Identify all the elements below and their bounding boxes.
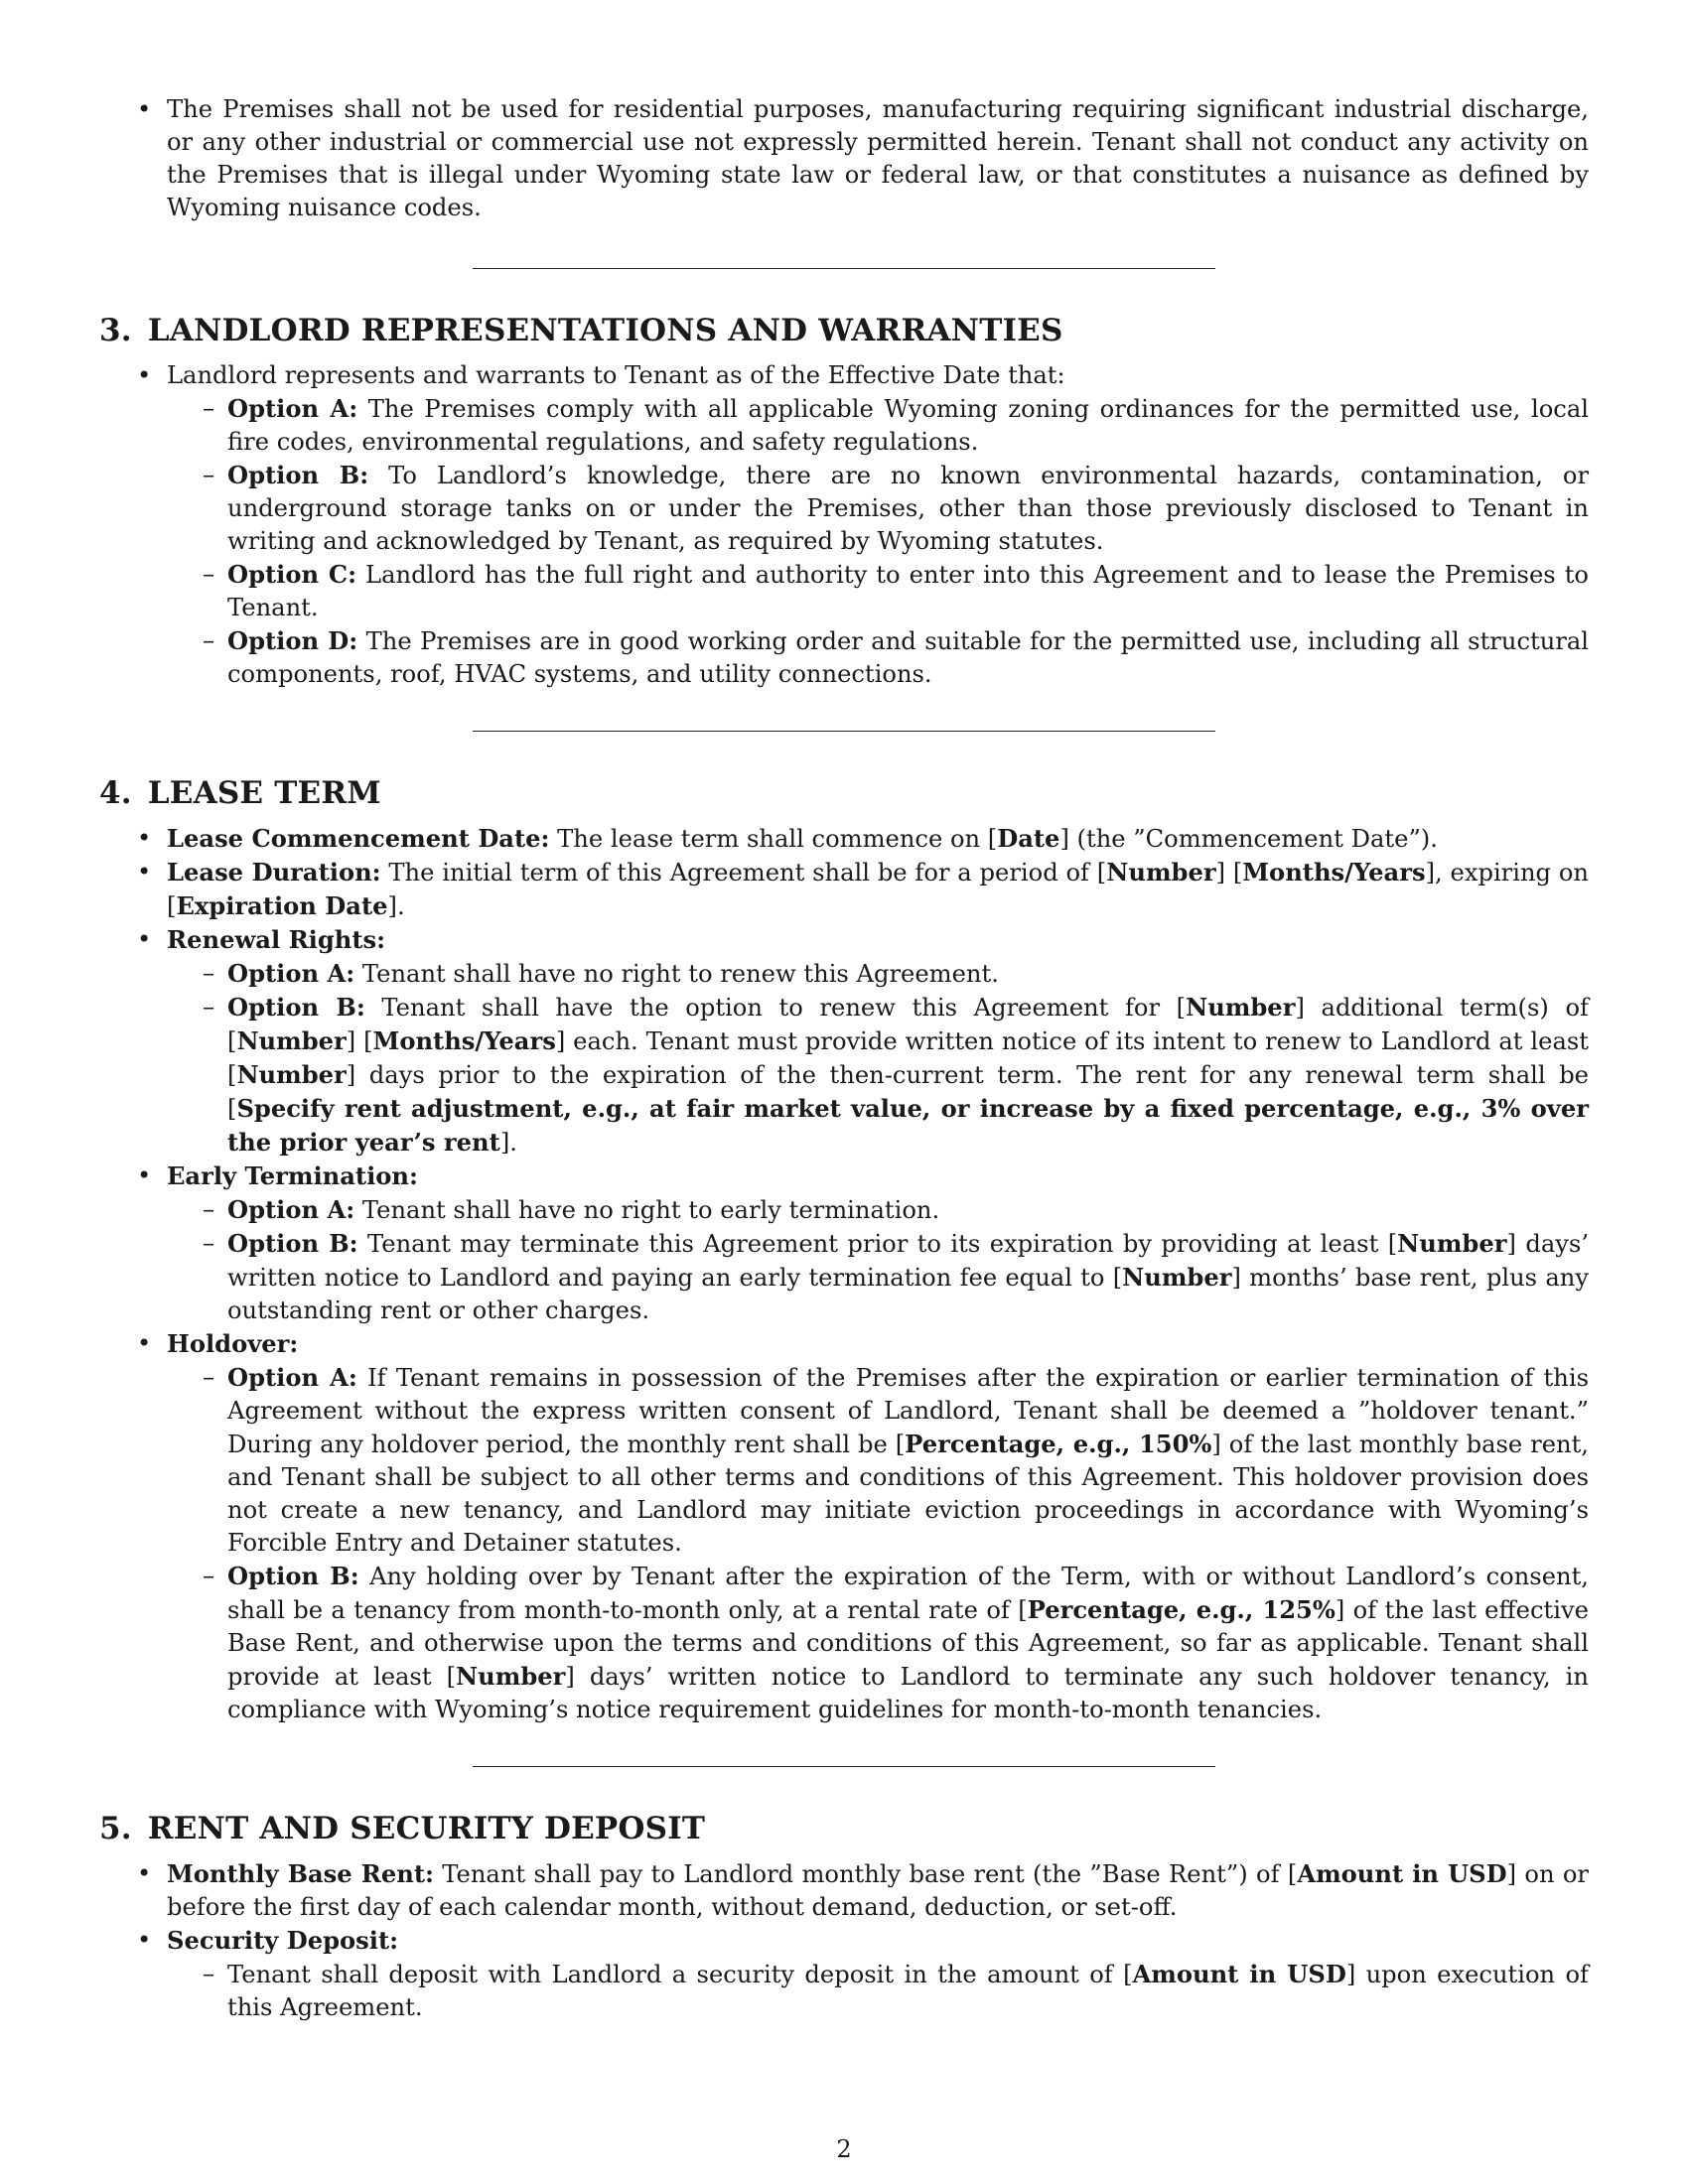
warranty-option-b bbox=[167, 459, 1589, 558]
text-run: ] days prior to the expiration of the then-current term. The rent for any renewal term shall be [ bbox=[227, 1061, 1589, 1123]
page-number: 2 bbox=[836, 2135, 852, 2163]
text-run: ] months’ base rent, plus any outstanding rent or other charges. bbox=[227, 1264, 1589, 1324]
text-run: ] days’ written notice to Landlord and paying an early termination fee equal to [ bbox=[227, 1230, 1590, 1292]
section-4-number: 4. bbox=[99, 775, 132, 811]
option-label: Option D: bbox=[227, 626, 358, 655]
placeholder-field: Amount in USD bbox=[1297, 1859, 1507, 1888]
text-run: ] [ bbox=[1215, 859, 1243, 887]
text-run: ] [ bbox=[346, 1027, 373, 1055]
use-restriction-item bbox=[99, 93, 1589, 224]
placeholder-field: Specify rent adjustment, e.g., at fair market value, or increase by a fixed percentage, e.g., 3% over the prior year’s rent bbox=[227, 1094, 1589, 1157]
text-run: ] upon execution of this Agreement. bbox=[227, 1961, 1589, 2021]
text-run: Tenant shall have the option to renew this Agreement for [ bbox=[364, 994, 1187, 1022]
text-run: The initial term of this Agreement shall be for a period of [ bbox=[380, 859, 1107, 887]
early-termination-option-a bbox=[167, 1193, 1589, 1227]
renewal-label: Renewal Rights: bbox=[167, 925, 386, 954]
text-run: ] days’ written notice to Landlord to terminate any such holdover tenancy, in compliance with Wyoming’s notice requirement guidelines for month-to-month tenancies. bbox=[227, 1663, 1589, 1723]
text-run: Tenant may terminate this Agreement prior to its expiration by providing at least [ bbox=[357, 1230, 1398, 1258]
holdover-option-a bbox=[167, 1361, 1589, 1560]
early-termination-option-b bbox=[167, 1227, 1589, 1327]
renewal-options-list bbox=[167, 957, 1589, 1160]
warranty-options-list bbox=[167, 392, 1589, 691]
warranty-option-d bbox=[167, 624, 1589, 691]
option-label: Option A: bbox=[227, 959, 355, 988]
placeholder-field: Expiration Date bbox=[176, 891, 388, 920]
warranty-option-c bbox=[167, 558, 1589, 624]
text-run: Tenant shall have no right to early termination. bbox=[354, 1196, 940, 1224]
duration-label: Lease Duration: bbox=[167, 858, 381, 887]
section-3-title: LANDLORD REPRESENTATIONS AND WARRANTIES bbox=[147, 313, 1063, 348]
option-label: Option A: bbox=[227, 394, 358, 423]
warranty-option-a bbox=[167, 392, 1589, 459]
commencement-item bbox=[99, 822, 1589, 856]
option-label: Option A: bbox=[227, 1195, 355, 1224]
section-divider bbox=[473, 268, 1215, 269]
option-label: Option B: bbox=[227, 1562, 359, 1590]
early-termination-item bbox=[99, 1160, 1589, 1327]
option-text: To Landlord’s knowledge, there are no known environmental hazards, contamination, or underground storage tanks on or under the Premises, other than those previously disclosed to Tenant in writing and acknowledged by Tenant, as required by Wyoming statutes. bbox=[227, 462, 1590, 555]
placeholder-field: Number bbox=[456, 1662, 566, 1691]
holdover-options-list bbox=[167, 1361, 1589, 1726]
text-run: ] each. Tenant must provide written notice of its intent to renew to Landlord at least [ bbox=[227, 1027, 1589, 1089]
text-run: The lease term shall commence on [ bbox=[549, 825, 998, 853]
text-run: ] on or before the first day of each calendar month, without demand, deduction, or set-off. bbox=[167, 1860, 1589, 1921]
section-4-heading bbox=[99, 773, 1589, 813]
section-3-heading bbox=[99, 311, 1589, 350]
holdover-item bbox=[99, 1327, 1589, 1726]
renewal-option-a bbox=[167, 957, 1589, 991]
text-run: If Tenant remains in possession of the Premises after the expiration or earlier termination of this Agreement without the express written consent of Landlord, Tenant shall be deemed a ”holdover tenant.” During any holdover period, the monthly rent shall be [ bbox=[227, 1364, 1589, 1458]
section-5-list bbox=[99, 1857, 1589, 2024]
placeholder-field: Months/Years bbox=[1242, 858, 1426, 887]
text-run: Tenant shall pay to Landlord monthly base rent (the ”Base Rent”) of [ bbox=[433, 1860, 1298, 1888]
text-run: Tenant shall deposit with Landlord a security deposit in the amount of [ bbox=[227, 1961, 1133, 1988]
text-run: ], expiring on [ bbox=[167, 859, 1589, 920]
use-restriction-text: The Premises shall not be used for residential purposes, manufacturing requiring significant industrial discharge, or any other industrial or commercial use not expressly permitted herein. Tenant shall not conduct any activity on the Premises that is illegal under Wyoming state law or federal law, or that constitutes a nuisance as defined by Wyoming nuisance codes. bbox=[167, 95, 1589, 221]
security-deposit-clause bbox=[167, 1958, 1589, 2024]
document-page bbox=[99, 93, 1589, 2024]
placeholder-field: Number bbox=[236, 1060, 347, 1089]
security-deposit-list bbox=[167, 1958, 1589, 2024]
placeholder-field: Amount in USD bbox=[1132, 1960, 1346, 1988]
holdover-option-b bbox=[167, 1560, 1589, 1726]
section-3-number: 3. bbox=[99, 313, 132, 348]
renewal-option-b bbox=[167, 991, 1589, 1160]
placeholder-field: Percentage, e.g., 125% bbox=[1027, 1595, 1336, 1624]
text-run: Any holding over by Tenant after the expiration of the Term, with or without Landlord’s consent, shall be a tenancy from month-to-month only, at a rental rate of [ bbox=[227, 1563, 1589, 1624]
section-4-list bbox=[99, 822, 1589, 1726]
option-label: Option C: bbox=[227, 560, 357, 589]
text-run: ] (the ”Commencement Date”). bbox=[1059, 825, 1438, 853]
security-deposit-item bbox=[99, 1924, 1589, 2024]
placeholder-field: Number bbox=[1122, 1263, 1232, 1292]
base-rent-item bbox=[99, 1857, 1589, 1924]
renewal-item bbox=[99, 923, 1589, 1160]
section-divider bbox=[473, 1766, 1215, 1767]
section-divider bbox=[473, 731, 1215, 732]
text-run: ]. bbox=[387, 892, 405, 920]
placeholder-field: Date bbox=[997, 824, 1060, 853]
early-termination-options-list bbox=[167, 1193, 1589, 1327]
warranty-intro-item bbox=[99, 359, 1589, 691]
placeholder-field: Number bbox=[1397, 1229, 1507, 1258]
option-text: Landlord has the full right and authority to enter into this Agreement and to lease the Premises to Tenant. bbox=[227, 561, 1589, 621]
placeholder-field: Months/Years bbox=[372, 1026, 556, 1055]
text-run: ] of the last effective Base Rent, and otherwise upon the terms and conditions of this Agreement, so far as applicable. Tenant shall provide at least [ bbox=[227, 1596, 1589, 1691]
text-run: ] additional term(s) of [ bbox=[227, 994, 1589, 1055]
holdover-label: Holdover: bbox=[167, 1329, 299, 1358]
section-5-heading bbox=[99, 1809, 1589, 1848]
section-5-number: 5. bbox=[99, 1811, 132, 1846]
placeholder-field: Number bbox=[1186, 993, 1296, 1022]
use-restriction-list bbox=[99, 93, 1589, 224]
option-text: The Premises comply with all applicable Wyoming zoning ordinances for the permitted use, local fire codes, environmental regulations, and safety regulations. bbox=[227, 395, 1589, 456]
option-label: Option A: bbox=[227, 1363, 357, 1392]
commencement-label: Lease Commencement Date: bbox=[167, 824, 550, 853]
security-deposit-label: Security Deposit: bbox=[167, 1926, 399, 1955]
option-text: The Premises are in good working order and suitable for the permitted use, including all structural components, roof, HVAC systems, and utility connections. bbox=[227, 627, 1590, 688]
warranty-intro-text: Landlord represents and warrants to Tenant as of the Effective Date that: bbox=[167, 361, 1065, 389]
option-label: Option B: bbox=[227, 993, 365, 1022]
option-label: Option B: bbox=[227, 1229, 358, 1258]
text-run: ]. bbox=[499, 1129, 517, 1157]
early-termination-label: Early Termination: bbox=[167, 1161, 418, 1190]
placeholder-field: Number bbox=[1106, 858, 1216, 887]
text-run: ] of the last monthly base rent, and Tenant shall be subject to all other terms and conditions of this Agreement. This holdover provision does not create a new tenancy, and Landlord may initiate eviction proceedings in accordance with Wyoming’s Forcible Entry and Detainer statutes. bbox=[227, 1431, 1589, 1557]
section-5-title: RENT AND SECURITY DEPOSIT bbox=[147, 1811, 706, 1846]
section-4-title: LEASE TERM bbox=[147, 775, 381, 811]
placeholder-field: Percentage, e.g., 150% bbox=[905, 1430, 1212, 1458]
section-3-list bbox=[99, 359, 1589, 691]
placeholder-field: Number bbox=[236, 1026, 347, 1055]
text-run: Tenant shall have no right to renew this Agreement. bbox=[354, 960, 999, 988]
base-rent-label: Monthly Base Rent: bbox=[167, 1859, 434, 1888]
duration-item bbox=[99, 856, 1589, 923]
option-label: Option B: bbox=[227, 461, 369, 489]
